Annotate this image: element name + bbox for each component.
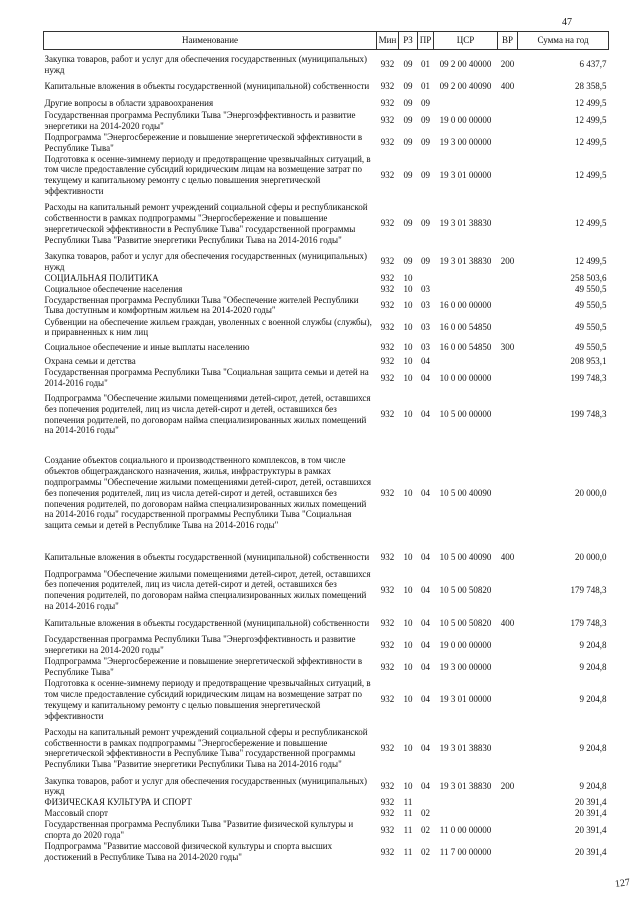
table-row xyxy=(44,273,609,284)
row-pr: 09 xyxy=(421,256,430,267)
row-sum: 20 000,0 xyxy=(575,487,607,498)
row-pr: 03 xyxy=(421,341,430,352)
row-rz: 10 xyxy=(403,584,413,595)
row-vr xyxy=(498,132,518,154)
table-row xyxy=(44,612,609,634)
row-csr: 09 2 00 40000 xyxy=(439,59,492,70)
row-rz: 10 xyxy=(403,283,413,294)
header-min: Мин xyxy=(377,32,399,50)
row-rz: 10 xyxy=(403,356,413,367)
row-vr xyxy=(498,284,518,295)
row-rz: 09 xyxy=(403,59,413,70)
row-min: 932 xyxy=(380,169,395,180)
row-vr xyxy=(498,797,518,808)
row-vr xyxy=(498,634,518,656)
row-min: 932 xyxy=(380,59,395,70)
row-csr: 19 3 00 00000 xyxy=(439,137,492,148)
row-name: Социальное обеспечение и иные выплаты населению xyxy=(44,341,250,352)
row-csr: 19 3 01 38830 xyxy=(439,218,492,229)
row-vr xyxy=(498,197,518,251)
row-sum: 9 204,8 xyxy=(579,742,607,753)
row-csr: 11 7 00 00000 xyxy=(439,846,492,857)
row-rz: 09 xyxy=(403,115,413,126)
row-min: 932 xyxy=(380,824,395,835)
row-name: Государственная программа Республики Тыва "Энергоэффективность и развитие энергетики на 2014-2020 годы" xyxy=(44,109,356,131)
row-pr: 03 xyxy=(421,283,430,294)
row-pr: 09 xyxy=(421,137,430,148)
row-csr: 19 3 01 38830 xyxy=(439,742,492,753)
row-sum: 12 499,5 xyxy=(575,115,607,126)
row-pr: 03 xyxy=(421,299,430,310)
row-sum: 12 499,5 xyxy=(575,137,607,148)
row-vr xyxy=(498,841,518,863)
table-row xyxy=(44,721,609,775)
row-csr xyxy=(434,808,498,819)
corner-stamp: 127 xyxy=(614,877,631,890)
row-rz: 10 xyxy=(403,639,413,650)
row-vr xyxy=(498,721,518,775)
row-min: 932 xyxy=(380,661,395,672)
table-row xyxy=(44,808,609,819)
row-vr xyxy=(498,819,518,841)
row-name: Другие вопросы в области здравоохранения xyxy=(44,98,214,109)
row-csr: 19 3 01 00000 xyxy=(439,694,492,705)
table-row xyxy=(44,634,609,656)
row-csr xyxy=(434,797,498,808)
row-min: 932 xyxy=(380,321,395,332)
row-name: Субвенции на обеспечение жильем граждан, уволенных с военной службы (службы), и приравненных к ним лиц xyxy=(44,316,372,338)
row-min: 932 xyxy=(380,742,395,753)
row-name: Подготовка к осенне-зимнему периоду и предотвращение чрезвычайных ситуаций, в том числе предоставление субсидий юридическим лицам на возмещение затрат по текущему и капитальному ремонту с целью повышения энергетической эффективности xyxy=(44,678,371,721)
row-rz: 10 xyxy=(403,272,413,283)
row-sum: 12 499,5 xyxy=(575,218,607,229)
row-name: Подпрограмма "Развитие массовой физической культуры и спорта высших достижений в Республике Тыва на 2014-2020 годы" xyxy=(44,841,333,862)
header-vr: ВР xyxy=(498,32,518,50)
row-rz: 09 xyxy=(403,169,413,180)
table-row xyxy=(44,132,609,154)
row-sum: 199 748,3 xyxy=(570,372,607,383)
row-sum: 49 550,5 xyxy=(575,283,607,294)
row-rz: 09 xyxy=(403,256,413,267)
row-vr xyxy=(498,568,518,612)
row-min: 932 xyxy=(380,299,395,310)
row-vr xyxy=(498,808,518,819)
row-name: Охрана семьи и детства xyxy=(44,356,136,367)
row-min: 932 xyxy=(380,341,395,352)
row-name: Капитальные вложения в объекты государственной (муниципальной) собственности xyxy=(44,551,370,562)
row-min: 932 xyxy=(380,356,395,367)
table-row xyxy=(44,338,609,356)
row-sum: 9 204,8 xyxy=(579,639,607,650)
row-csr xyxy=(434,356,498,367)
row-pr: 04 xyxy=(421,742,430,753)
row-vr: 200 xyxy=(500,780,515,791)
row-name: Подпрограмма "Энергосбережение и повышение энергетической эффективности в Республике Тыва" xyxy=(44,656,363,678)
row-rz: 10 xyxy=(403,341,413,352)
row-min: 932 xyxy=(380,808,395,819)
row-pr: 04 xyxy=(421,372,430,383)
row-csr: 16 0 00 00000 xyxy=(439,299,492,310)
row-name: Создание объектов социального и производственного комплексов, в том числе объектов общегражданского назначения, жилья, инфраструктуры в рамках подпрограммы "Обеспечение жилыми помещениями детей-сирот, детей, оставшихся без попечения родителей, лиц из числа детей-сирот и детей, оставшихся без попечения родителей, по договорам найма специализированных жилых помещений на 2014-2016 годы" государственной программы Республики Тыва "Социальная защита семьи и детей в Республике Тыва на 2014-2016 годы" xyxy=(44,455,371,531)
row-sum: 28 358,5 xyxy=(575,81,607,92)
row-min: 932 xyxy=(380,617,395,628)
row-pr: 04 xyxy=(421,551,430,562)
row-vr xyxy=(498,356,518,367)
row-rz: 10 xyxy=(403,487,413,498)
table-row xyxy=(44,568,609,612)
row-min: 932 xyxy=(380,137,395,148)
row-csr: 16 0 00 54850 xyxy=(439,341,492,352)
row-min: 932 xyxy=(380,115,395,126)
row-pr: 04 xyxy=(421,661,430,672)
row-name: Капитальные вложения в объекты государственной (муниципальной) собственности xyxy=(44,81,370,92)
row-sum: 20 391,4 xyxy=(575,808,607,819)
table-row xyxy=(44,50,609,76)
row-vr: 300 xyxy=(500,341,515,352)
row-csr xyxy=(434,273,498,284)
row-sum: 179 748,3 xyxy=(570,617,607,628)
row-sum: 20 391,4 xyxy=(575,824,607,835)
row-csr: 16 0 00 54850 xyxy=(439,321,492,332)
page-number: 47 xyxy=(562,17,572,28)
row-rz: 11 xyxy=(403,808,413,819)
row-min: 932 xyxy=(380,372,395,383)
row-sum: 49 550,5 xyxy=(575,299,607,310)
row-rz: 10 xyxy=(403,742,413,753)
row-name: Закупка товаров, работ и услуг для обеспечения государственных (муниципальных) нужд xyxy=(44,775,368,797)
row-pr xyxy=(418,273,434,284)
row-csr: 11 0 00 00000 xyxy=(439,824,492,835)
row-name: Массовый спорт xyxy=(44,808,108,819)
row-rz: 10 xyxy=(403,409,413,420)
table-row xyxy=(44,389,609,440)
row-vr xyxy=(498,389,518,440)
row-csr: 19 3 00 00000 xyxy=(439,661,492,672)
row-sum: 9 204,8 xyxy=(579,780,607,791)
row-name: Государственная программа Республики Тыва "Обеспечение жителей Республики Тыва доступным и комфортным жильем на 2014-2020 годы" xyxy=(44,294,359,316)
row-name: Закупка товаров, работ и услуг для обеспечения государственных (муниципальных) нужд xyxy=(44,54,368,75)
header-sum: Сумма на год xyxy=(518,32,609,50)
row-name: Капитальные вложения в объекты государственной (муниципальной) собственности xyxy=(44,617,370,628)
row-csr xyxy=(434,284,498,295)
row-pr: 04 xyxy=(421,780,430,791)
row-name: Расходы на капитальный ремонт учреждений социальной сферы и республиканской собственности в рамках подпрограммы "Энергосбережение и повышение энергетической эффективности в Республике Тыва" государственной программы Республики Тыва "Развитие энергетики Республики Тыва на 2014-2016 годы" xyxy=(44,726,368,770)
row-vr: 200 xyxy=(500,59,515,70)
row-min: 932 xyxy=(380,283,395,294)
table-row xyxy=(44,656,609,678)
row-pr: 09 xyxy=(421,218,430,229)
table-row xyxy=(44,819,609,841)
row-name: Социальное обеспечение населения xyxy=(44,283,183,294)
row-min: 932 xyxy=(380,81,395,92)
row-pr: 03 xyxy=(421,321,430,332)
row-csr: 10 5 00 40090 xyxy=(439,551,492,562)
row-csr: 10 5 00 40090 xyxy=(439,487,492,498)
row-sum: 20 000,0 xyxy=(575,551,607,562)
row-rz: 10 xyxy=(403,617,413,628)
row-pr: 09 xyxy=(421,115,430,126)
row-sum: 49 550,5 xyxy=(575,321,607,332)
row-sum: 12 499,5 xyxy=(575,169,607,180)
row-pr xyxy=(418,797,434,808)
table-row xyxy=(44,440,609,546)
row-vr: 400 xyxy=(500,81,515,92)
row-rz: 10 xyxy=(403,321,413,332)
row-vr: 400 xyxy=(500,617,515,628)
row-rz: 11 xyxy=(403,846,413,857)
row-pr: 04 xyxy=(421,584,430,595)
row-pr: 01 xyxy=(421,59,430,70)
table-row xyxy=(44,76,609,98)
row-csr: 10 5 00 00000 xyxy=(439,409,492,420)
row-pr: 02 xyxy=(421,824,430,835)
header-name: Наименование xyxy=(44,32,377,50)
row-min: 932 xyxy=(380,98,395,109)
row-name: Подпрограмма "Энергосбережение и повышение энергетической эффективности в Республике Тыва" xyxy=(44,131,363,153)
row-min: 932 xyxy=(380,272,395,283)
row-vr xyxy=(498,110,518,132)
table-row xyxy=(44,356,609,367)
row-pr: 02 xyxy=(421,846,430,857)
table-row xyxy=(44,110,609,132)
row-pr: 09 xyxy=(421,169,430,180)
row-sum: 12 499,5 xyxy=(575,256,607,267)
row-name: Государственная программа Республики Тыва "Энергоэффективность и развитие энергетики на 2014-2020 годы" xyxy=(44,634,356,656)
row-min: 932 xyxy=(380,487,395,498)
row-min: 932 xyxy=(380,846,395,857)
row-csr: 10 5 00 50820 xyxy=(439,584,492,595)
row-rz: 10 xyxy=(403,372,413,383)
row-vr xyxy=(498,440,518,546)
row-csr: 19 3 01 38830 xyxy=(439,780,492,791)
table-row xyxy=(44,367,609,389)
table-row xyxy=(44,154,609,197)
table-row xyxy=(44,678,609,721)
row-csr: 10 0 00 00000 xyxy=(439,372,492,383)
row-sum: 179 748,3 xyxy=(570,584,607,595)
row-sum: 49 550,5 xyxy=(575,341,607,352)
row-name: ФИЗИЧЕСКАЯ КУЛЬТУРА И СПОРТ xyxy=(44,797,192,808)
table-row xyxy=(44,546,609,568)
row-rz: 09 xyxy=(403,218,413,229)
table-row xyxy=(44,284,609,295)
row-min: 932 xyxy=(380,780,395,791)
row-pr: 04 xyxy=(421,487,430,498)
row-rz: 10 xyxy=(403,299,413,310)
table-header-row xyxy=(44,32,609,50)
row-vr: 200 xyxy=(500,256,515,267)
row-vr xyxy=(498,656,518,678)
row-pr: 09 xyxy=(421,98,430,109)
row-rz: 10 xyxy=(403,694,413,705)
header-csr: ЦСР xyxy=(434,32,498,50)
row-pr: 02 xyxy=(421,808,430,819)
row-min: 932 xyxy=(380,256,395,267)
row-min: 932 xyxy=(380,694,395,705)
row-min: 932 xyxy=(380,584,395,595)
row-pr: 04 xyxy=(421,694,430,705)
row-csr: 19 3 01 00000 xyxy=(439,169,492,180)
row-min: 932 xyxy=(380,218,395,229)
row-name: Подпрограмма "Обеспечение жилыми помещениями детей-сирот, детей, оставшихся без попечения родителей, лиц из числа детей-сирот и детей, оставшихся без попечения родителей, по договорам найма специализированных жилых помещений на 2014-2016 годы" xyxy=(44,568,371,611)
header-pr: ПР xyxy=(418,32,434,50)
row-csr: 10 5 00 50820 xyxy=(439,617,492,628)
row-pr: 04 xyxy=(421,409,430,420)
row-name: Расходы на капитальный ремонт учреждений социальной сферы и республиканской собственности в рамках подпрограммы "Энергосбережение и повышение энергетической эффективности в Республике Тыва" государственной программы Республики Тыва "Развитие энергетики Республики Тыва на 2014-2016 годы" xyxy=(44,202,368,245)
row-vr xyxy=(498,154,518,197)
table-row xyxy=(44,197,609,251)
row-name: Государственная программа Республики Тыва "Социальная защита семьи и детей на 2014-2016 годы" xyxy=(44,367,369,389)
row-name: Государственная программа Республики Тыва "Развитие физической культуры и спорта до 2020 года" xyxy=(44,819,354,840)
row-pr: 01 xyxy=(421,81,430,92)
table-row xyxy=(44,841,609,863)
budget-table xyxy=(43,31,609,863)
row-min: 932 xyxy=(380,639,395,650)
row-sum: 208 953,1 xyxy=(570,356,607,367)
row-csr: 19 0 00 00000 xyxy=(439,115,492,126)
row-rz: 09 xyxy=(403,81,413,92)
row-csr xyxy=(434,98,498,110)
row-sum: 12 499,5 xyxy=(575,98,607,109)
row-sum: 20 391,4 xyxy=(575,797,607,808)
row-rz: 11 xyxy=(403,797,413,808)
table-row xyxy=(44,775,609,797)
row-name: СОЦИАЛЬНАЯ ПОЛИТИКА xyxy=(44,272,159,283)
row-sum: 9 204,8 xyxy=(579,661,607,672)
table-row xyxy=(44,294,609,316)
row-vr xyxy=(498,98,518,110)
row-vr xyxy=(498,316,518,338)
row-min: 932 xyxy=(380,551,395,562)
row-sum: 258 503,6 xyxy=(570,272,607,283)
row-rz: 09 xyxy=(403,98,413,109)
row-pr: 04 xyxy=(421,356,430,367)
row-pr: 04 xyxy=(421,639,430,650)
table-row xyxy=(44,316,609,338)
row-vr xyxy=(498,367,518,389)
row-name: Подготовка к осенне-зимнему периоду и предотвращение чрезвычайных ситуаций, в том числе предоставление субсидий юридическим лицам на возмещение затрат по текущему и капитальному ремонту с целью повышения энергетической эффективности xyxy=(44,153,371,196)
row-vr xyxy=(498,273,518,284)
row-csr: 09 2 00 40090 xyxy=(439,81,492,92)
row-csr: 19 3 01 38830 xyxy=(439,256,492,267)
table-row xyxy=(44,98,609,110)
table-row xyxy=(44,251,609,273)
header-rz: РЗ xyxy=(399,32,418,50)
row-sum: 20 391,4 xyxy=(575,846,607,857)
table-row xyxy=(44,797,609,808)
row-rz: 10 xyxy=(403,661,413,672)
row-name: Закупка товаров, работ и услуг для обеспечения государственных (муниципальных) нужд xyxy=(44,250,368,272)
row-vr xyxy=(498,678,518,721)
row-sum: 9 204,8 xyxy=(579,694,607,705)
row-sum: 199 748,3 xyxy=(570,409,607,420)
row-min: 932 xyxy=(380,409,395,420)
row-csr: 19 0 00 00000 xyxy=(439,639,492,650)
row-sum: 6 437,7 xyxy=(579,59,607,70)
row-rz: 10 xyxy=(403,780,413,791)
row-vr: 400 xyxy=(500,551,515,562)
row-rz: 10 xyxy=(403,551,413,562)
row-vr xyxy=(498,294,518,316)
row-rz: 11 xyxy=(403,824,413,835)
row-pr: 04 xyxy=(421,617,430,628)
row-name: Подпрограмма "Обеспечение жилыми помещениями детей-сирот, детей, оставшихся без попечения родителей, лиц из числа детей-сирот и детей, оставшихся без попечения родителей, по договорам найма специализированных жилых помещений на 2014-2016 годы" xyxy=(44,393,371,436)
row-min: 932 xyxy=(380,797,395,808)
row-rz: 09 xyxy=(403,137,413,148)
